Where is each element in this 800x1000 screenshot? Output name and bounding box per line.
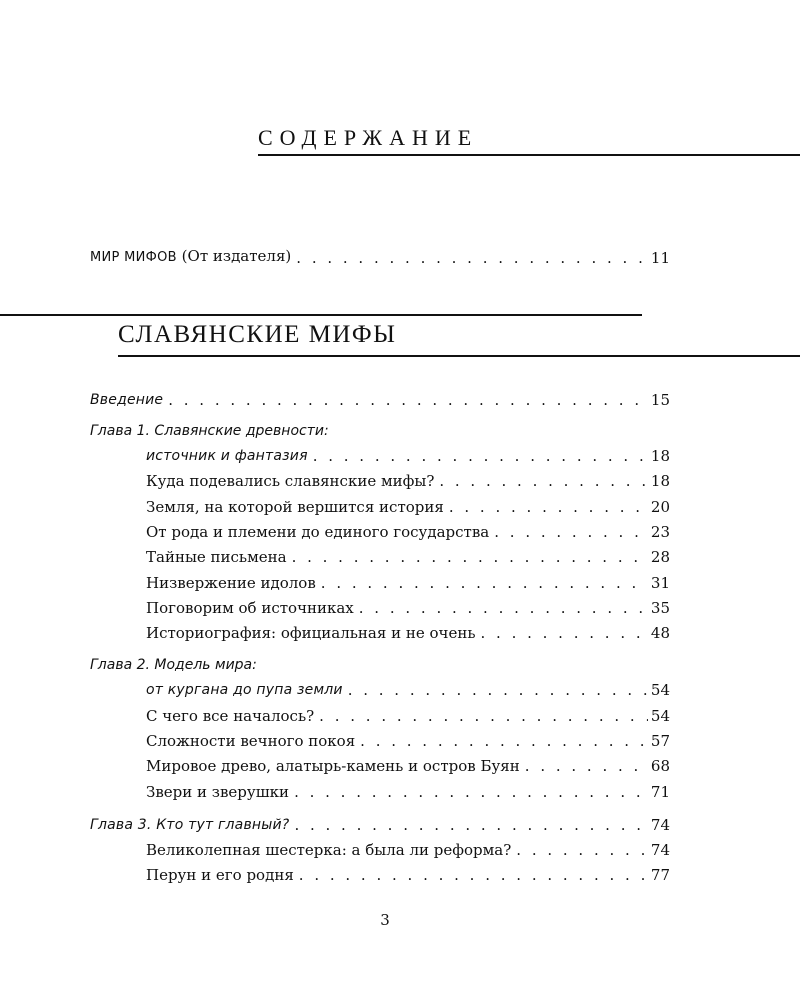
- toc-entry-page: 77: [650, 866, 670, 884]
- leader-dots: [294, 782, 648, 802]
- toc-entry-caps: МИР МИФОВ: [90, 250, 177, 265]
- page-number: 3: [380, 911, 390, 929]
- toc-entry-page: 54: [650, 707, 670, 725]
- toc-entry[interactable]: [146, 863, 670, 885]
- toc-entry-chapter-1[interactable]: [146, 444, 670, 466]
- toc-entry-page: 23: [650, 523, 670, 541]
- toc-entry-title: Глава 3. Кто тут главный?: [90, 817, 290, 833]
- toc-entry-title: Введение: [90, 392, 164, 408]
- toc-entry-title: Сложности вечного покоя: [146, 732, 356, 750]
- section-rule-top: [0, 314, 642, 316]
- toc-entry-page: 68: [650, 757, 670, 775]
- toc-entry-title: (От издателя): [176, 247, 292, 265]
- leader-dots: [168, 390, 648, 410]
- toc-entry[interactable]: [146, 520, 670, 542]
- toc-entry-title: Великолепная шестерка: а была ли реформа?: [146, 841, 512, 859]
- section-heading: СЛАВЯНСКИЕ МИФЫ: [118, 321, 397, 348]
- toc-entry[interactable]: [146, 621, 670, 643]
- toc-entry[interactable]: [146, 704, 670, 726]
- toc-entry-title: Земля, на которой вершится история: [146, 498, 444, 516]
- chapter-1-heading: Глава 1. Славянские древности:: [90, 423, 329, 439]
- toc-entry-title: Тайные письмена: [146, 548, 287, 566]
- toc-entry-intro[interactable]: [90, 388, 670, 410]
- toc-entry[interactable]: [146, 571, 670, 593]
- leader-dots: [439, 471, 648, 491]
- toc-entry[interactable]: [146, 545, 670, 567]
- toc-entry[interactable]: [146, 596, 670, 618]
- toc-entry-front[interactable]: [90, 246, 670, 268]
- toc-entry-title: от кургана до пупа земли: [146, 682, 343, 698]
- leader-dots: [449, 497, 648, 517]
- toc-entry-page: 54: [650, 681, 670, 699]
- toc-entry-page: 20: [650, 498, 670, 516]
- toc-entry-page: 74: [650, 841, 670, 859]
- toc-entry-title: Историография: официальная и не очень: [146, 624, 476, 642]
- leader-dots: [294, 815, 647, 835]
- toc-entry[interactable]: [146, 495, 670, 517]
- toc-entry-chapter-3[interactable]: [90, 813, 670, 835]
- leader-dots: [360, 731, 648, 751]
- toc-entry-page: 18: [650, 447, 670, 465]
- toc-entry[interactable]: [146, 780, 670, 802]
- toc-entry-page: 28: [650, 548, 670, 566]
- toc-entry-page: 35: [650, 599, 670, 617]
- leader-dots: [359, 598, 648, 618]
- toc-entry[interactable]: [146, 469, 670, 491]
- leader-dots: [516, 840, 648, 860]
- toc-entry-title: Куда подевались славянские мифы?: [146, 472, 435, 490]
- leader-dots: [299, 865, 648, 885]
- toc-entry-page: 15: [650, 391, 670, 409]
- toc-entry-title: Звери и зверушки: [146, 783, 290, 801]
- toc-entry-page: 57: [650, 732, 670, 750]
- leader-dots: [296, 248, 648, 268]
- section-rule-bottom: [118, 355, 800, 357]
- toc-entry[interactable]: [146, 838, 670, 860]
- toc-entry-page: 18: [650, 472, 670, 490]
- title-underline: [258, 154, 800, 156]
- leader-dots: [481, 623, 648, 643]
- leader-dots: [292, 547, 648, 567]
- leader-dots: [525, 756, 648, 776]
- leader-dots: [321, 573, 648, 593]
- leader-dots: [494, 522, 648, 542]
- toc-entry-title: Поговорим об источниках: [146, 599, 354, 617]
- toc-entry-title: Низвержение идолов: [146, 574, 316, 592]
- toc-entry-title: Мировое древо, алатырь-камень и остров Буян: [146, 757, 520, 775]
- chapter-2-heading: Глава 2. Модель мира:: [90, 657, 257, 673]
- toc-entry-page: 11: [650, 249, 670, 267]
- toc-entry-title: Перун и его родня: [146, 866, 294, 884]
- leader-dots: [319, 706, 648, 726]
- toc-entry-title: источник и фантазия: [146, 448, 308, 464]
- toc-entry-page: 71: [650, 783, 670, 801]
- toc-entry-chapter-2[interactable]: [146, 678, 670, 700]
- leader-dots: [348, 680, 648, 700]
- toc-entry[interactable]: [146, 754, 670, 776]
- leader-dots: [313, 446, 648, 466]
- toc-entry-title: От рода и племени до единого государства: [146, 523, 490, 541]
- toc-entry-page: 31: [650, 574, 670, 592]
- toc-entry-page: 74: [650, 816, 670, 834]
- toc-entry[interactable]: [146, 729, 670, 751]
- toc-entry-title: С чего все началось?: [146, 707, 315, 725]
- page-title: СОДЕРЖАНИЕ: [258, 125, 479, 150]
- toc-entry-page: 48: [650, 624, 670, 642]
